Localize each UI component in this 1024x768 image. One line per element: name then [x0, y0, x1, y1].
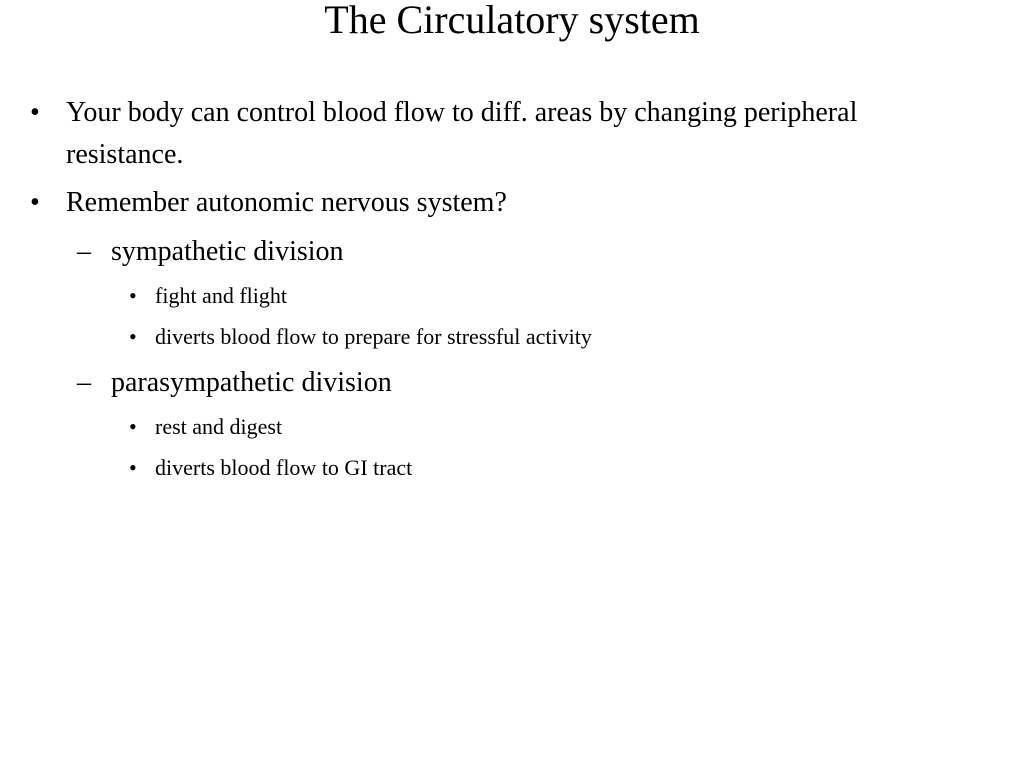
sub-bullet-marker: –: [77, 236, 91, 267]
sub-sub-bullet-text: fight and flight: [155, 283, 287, 308]
sub-sub-bullet-text: diverts blood flow to prepare for stressful activity: [155, 324, 592, 349]
sub-sub-bullet-marker: •: [129, 414, 137, 439]
bullet-item: [30, 92, 906, 176]
sub-bullet-text: parasympathetic division: [111, 367, 392, 398]
sub-sub-bullet-item: [129, 411, 282, 443]
sub-bullet-text: sympathetic division: [111, 236, 344, 267]
sub-sub-bullet-text: diverts blood flow to GI tract: [155, 455, 413, 480]
sub-sub-bullet-item: [129, 280, 287, 312]
bullet-text: Your body can control blood flow to diff. areas by changing peripheral resistance.: [66, 97, 858, 170]
bullet-marker: •: [30, 97, 40, 128]
sub-sub-bullet-marker: •: [129, 324, 137, 349]
bullet-marker: •: [30, 187, 40, 218]
sub-sub-bullet-item: [129, 452, 412, 484]
sub-sub-bullet-marker: •: [129, 283, 137, 308]
sub-bullet-item: [77, 362, 392, 404]
sub-sub-bullet-marker: •: [129, 455, 137, 480]
slide-title: The Circulatory system: [324, 0, 700, 42]
sub-sub-bullet-item: [129, 321, 592, 353]
sub-bullet-marker: –: [77, 367, 91, 398]
sub-sub-bullet-text: rest and digest: [155, 414, 283, 439]
bullet-text: Remember autonomic nervous system?: [66, 187, 507, 218]
sub-bullet-item: [77, 231, 344, 273]
bullet-item: [30, 182, 906, 224]
